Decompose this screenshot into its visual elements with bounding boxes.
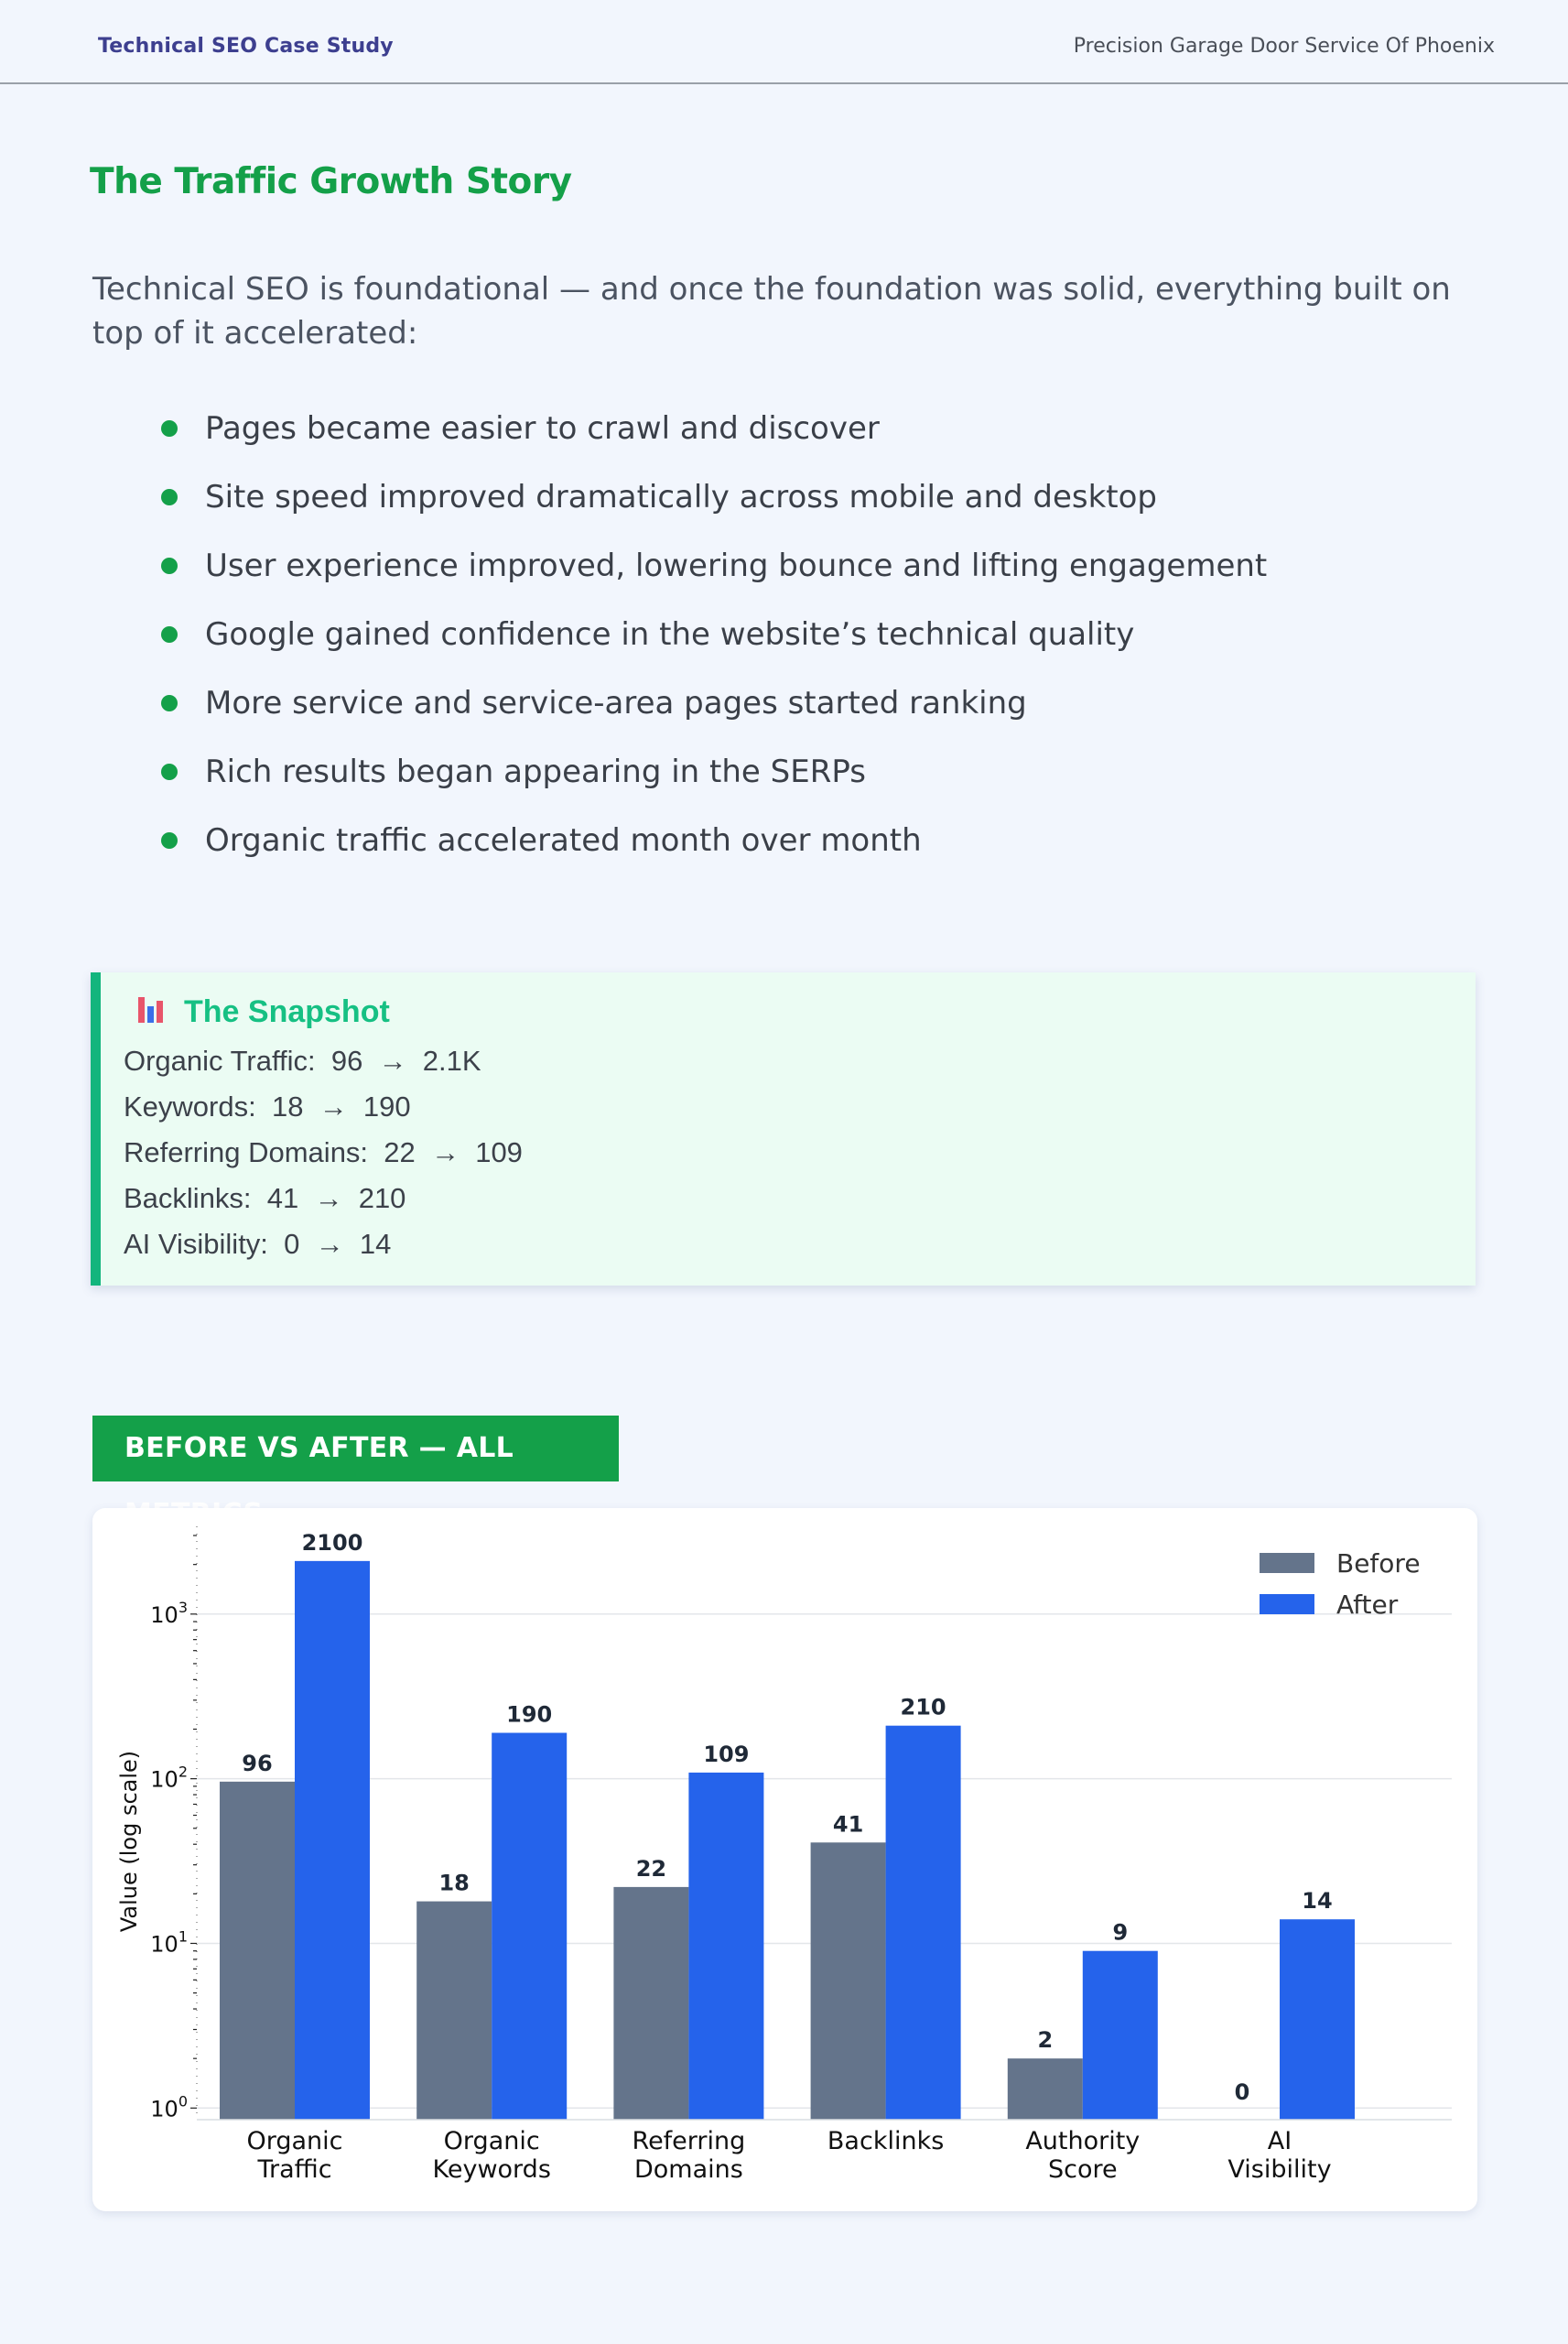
x-tick-label: Organic bbox=[246, 2127, 343, 2155]
snapshot-callout bbox=[91, 972, 1476, 1286]
section-title: The Traffic Growth Story bbox=[90, 161, 572, 202]
y-tick-label: $10^1$ bbox=[150, 1927, 188, 1958]
x-tick-label: Keywords bbox=[432, 2155, 551, 2184]
bullet-item bbox=[161, 406, 1267, 474]
bar-value-label: 96 bbox=[242, 1750, 273, 1776]
before-bar bbox=[613, 1887, 688, 2120]
page-header bbox=[0, 0, 1568, 84]
growth-bullet-list bbox=[161, 406, 1267, 886]
x-tick-label: Referring bbox=[632, 2127, 746, 2155]
bar-value-label: 190 bbox=[506, 1701, 553, 1728]
bar-value-label: 22 bbox=[635, 1855, 667, 1882]
after-bar bbox=[1083, 1951, 1158, 2120]
before-bar bbox=[416, 1902, 492, 2120]
bullet-item bbox=[161, 543, 1267, 612]
bullet-dot-icon bbox=[161, 695, 178, 711]
y-axis-label: Value (log scale) bbox=[116, 1750, 142, 1933]
bullet-item bbox=[161, 612, 1267, 680]
snapshot-title: The Snapshot bbox=[184, 994, 390, 1029]
after-bar bbox=[886, 1726, 961, 2120]
bullet-dot-icon bbox=[161, 626, 178, 643]
bullet-item bbox=[161, 818, 1267, 886]
before-bar bbox=[811, 1842, 886, 2120]
bar-value-label: 2100 bbox=[301, 1529, 363, 1556]
bullet-text: User experience improved, lowering bounce and lifting engagement bbox=[205, 548, 1268, 584]
chart-card bbox=[92, 1508, 1477, 2211]
snapshot-row: Referring Domains: 22 → 109 bbox=[124, 1136, 523, 1168]
after-bar bbox=[295, 1561, 370, 2120]
bullet-text: Organic traffic accelerated month over month bbox=[205, 822, 922, 859]
x-tick-label: Visibility bbox=[1227, 2155, 1332, 2184]
after-bar bbox=[688, 1773, 763, 2120]
snapshot-row: AI Visibility: 0 → 14 bbox=[124, 1228, 392, 1260]
snapshot-heading bbox=[136, 993, 390, 1034]
bullet-dot-icon bbox=[161, 764, 178, 780]
before-after-chart bbox=[92, 1508, 1477, 2211]
snapshot-rows bbox=[124, 1038, 523, 1267]
bar-value-label: 109 bbox=[703, 1741, 750, 1767]
bar-value-label: 0 bbox=[1234, 2079, 1250, 2105]
before-bar bbox=[220, 1782, 295, 2120]
x-tick-label: Traffic bbox=[257, 2155, 332, 2184]
bar-value-label: 210 bbox=[900, 1694, 946, 1720]
x-tick-label: Backlinks bbox=[827, 2127, 945, 2155]
x-tick-label: Authority bbox=[1025, 2127, 1141, 2155]
bullet-text: Google gained confidence in the website’s technical quality bbox=[205, 616, 1135, 653]
bullet-text: Pages became easier to crawl and discover bbox=[205, 410, 880, 447]
bar-value-label: 9 bbox=[1112, 1919, 1129, 1946]
bullet-item bbox=[161, 749, 1267, 818]
y-tick-label: $10^2$ bbox=[150, 1763, 188, 1793]
x-tick-label: AI bbox=[1267, 2127, 1292, 2155]
case-study-label: Technical SEO Case Study bbox=[98, 35, 394, 58]
company-name: Precision Garage Door Service Of Phoenix bbox=[1073, 35, 1495, 58]
bullet-text: Site speed improved dramatically across mobile and desktop bbox=[205, 479, 1158, 515]
bar-chart-icon bbox=[136, 993, 166, 1025]
after-bar bbox=[1280, 1919, 1355, 2120]
bar-value-label: 41 bbox=[832, 1811, 864, 1838]
intro-paragraph: Technical SEO is foundational — and once the foundation was solid, everything built on top of it accelerated: bbox=[92, 271, 1451, 352]
bullet-item bbox=[161, 474, 1267, 543]
y-tick-label: $10^3$ bbox=[150, 1598, 188, 1628]
after-legend-swatch bbox=[1260, 1594, 1314, 1614]
bullet-item bbox=[161, 680, 1267, 749]
bullet-dot-icon bbox=[161, 558, 178, 574]
before-bar bbox=[1008, 2058, 1083, 2120]
bullet-dot-icon bbox=[161, 489, 178, 505]
x-tick-label: Organic bbox=[443, 2127, 540, 2155]
bullet-dot-icon bbox=[161, 420, 178, 437]
after-bar bbox=[492, 1733, 567, 2120]
chart-banner: BEFORE VS AFTER — ALL bbox=[92, 1416, 619, 1481]
before-legend-swatch bbox=[1260, 1553, 1314, 1573]
x-tick-label: Score bbox=[1047, 2155, 1118, 2184]
snapshot-row: Keywords: 18 → 190 bbox=[124, 1091, 411, 1123]
y-tick-label: $10^0$ bbox=[150, 2092, 188, 2122]
bar-value-label: 2 bbox=[1037, 2027, 1054, 2054]
bullet-text: More service and service-area pages started ranking bbox=[205, 685, 1027, 722]
x-tick-label: Domains bbox=[633, 2155, 743, 2184]
bar-value-label: 18 bbox=[438, 1870, 470, 1896]
bullet-dot-icon bbox=[161, 832, 178, 849]
bar-value-label: 14 bbox=[1302, 1888, 1333, 1915]
legend-label: Before bbox=[1336, 1548, 1421, 1579]
snapshot-row: Organic Traffic: 96 → 2.1K bbox=[124, 1045, 481, 1077]
legend-label: After bbox=[1336, 1590, 1399, 1620]
snapshot-row: Backlinks: 41 → 210 bbox=[124, 1182, 406, 1214]
bullet-text: Rich results began appearing in the SERPs bbox=[205, 754, 866, 790]
